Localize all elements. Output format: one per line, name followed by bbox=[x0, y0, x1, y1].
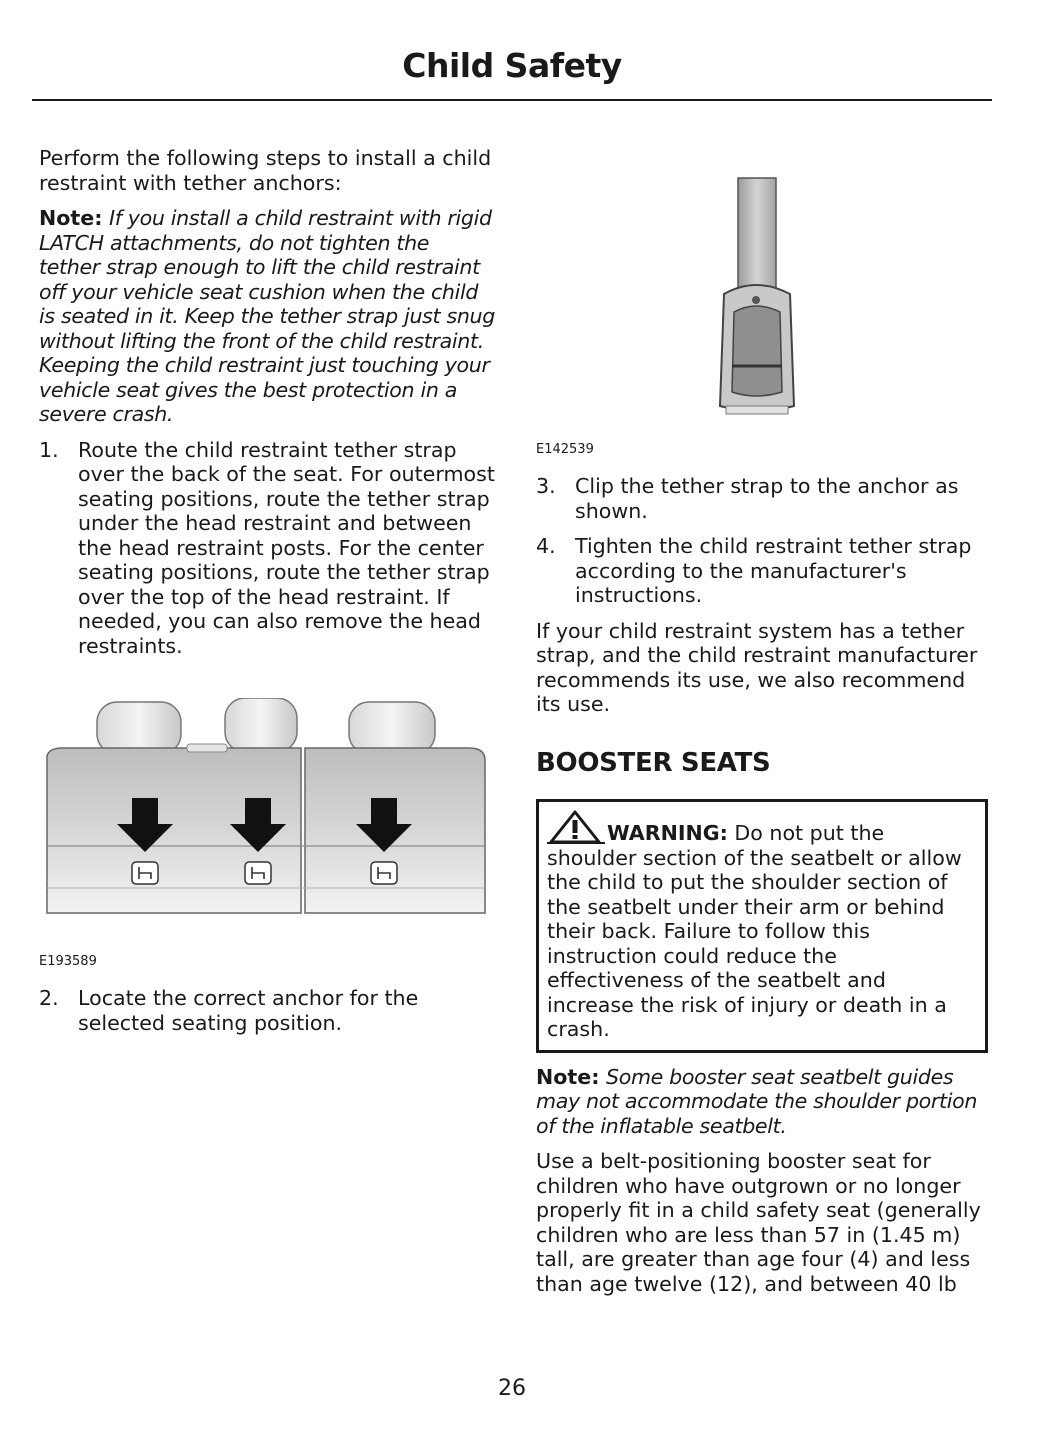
head-restraint-left bbox=[97, 702, 181, 754]
tether-strap bbox=[738, 178, 776, 298]
figure-code: E193589 bbox=[39, 954, 97, 969]
step-text: Route the child restraint tether strap over the back of the seat. For outermost seating positions, route the tether strap under the head restraint and between the head restraint posts. For the center seating positions, route the tether strap over the top of the head restraint. If needed, you can also remove the head restraints. bbox=[78, 437, 495, 658]
anchor-symbol-center bbox=[245, 862, 271, 884]
step-number: 1. bbox=[39, 437, 59, 462]
tether-anchor-illustration bbox=[708, 176, 808, 426]
intro-paragraph: Perform the following steps to install a child restraint with tether anchors: bbox=[39, 146, 492, 195]
page-number: 26 bbox=[498, 1376, 526, 1401]
recommend-paragraph: If your child restraint system has a tether strap, and the child restraint manufacturer recommends its use, we also recommend its use. bbox=[536, 618, 978, 716]
page-title: Child Safety bbox=[402, 46, 622, 85]
rear-seat-illustration bbox=[39, 698, 489, 928]
booster-paragraph: Use a belt-positioning booster seat for children who have outgrown or no longer properly fit in a child safety seat (generally children who are less than 57 in (1.45 m) tall, are greater than age four (4) and less than age twelve (12), and between 40 lb bbox=[536, 1149, 981, 1296]
step-number: 2. bbox=[39, 986, 59, 1010]
note-label: Note: bbox=[39, 206, 103, 230]
step-number: 3. bbox=[536, 474, 556, 498]
note-label: Note: bbox=[536, 1064, 600, 1089]
right-column bbox=[536, 176, 988, 1307]
warning-box bbox=[536, 799, 988, 1053]
step-number: 4. bbox=[536, 534, 556, 558]
head-restraint-center bbox=[225, 698, 297, 752]
step-3 bbox=[536, 474, 988, 523]
section-heading: BOOSTER SEATS bbox=[536, 747, 771, 778]
warning-triangle-icon bbox=[547, 810, 605, 844]
anchor-symbol-right bbox=[371, 862, 397, 884]
note-latch bbox=[39, 206, 495, 427]
left-column bbox=[39, 146, 495, 1046]
step-4 bbox=[536, 534, 988, 608]
warning-text: Do not put the shoulder section of the seatbelt or allow the child to put the shoulder section of the seatbelt under their arm or behind their back. Failure to follow this instruction could reduce the effectiveness of the seatbelt and increase the risk of injury or death in a crash. bbox=[547, 821, 962, 1041]
step-text: Tighten the child restraint tether strap according to the manufacturer's instructions. bbox=[575, 534, 972, 607]
note-text: If you install a child restraint with rigid LATCH attachments, do not tighten the tether strap enough to lift the child restraint off your vehicle seat cushion when the child is seated in it. Keep the tether strap just snug without lifting the front of the child restraint. Keeping the child restraint just touching your vehicle seat gives the best protection in a severe crash. bbox=[39, 206, 495, 426]
step-1 bbox=[39, 438, 495, 659]
step-text: Clip the tether strap to the anchor as shown. bbox=[575, 474, 959, 523]
step-text: Locate the correct anchor for the selected seating position. bbox=[78, 986, 419, 1035]
step-2 bbox=[39, 986, 495, 1035]
warning-label: WARNING: bbox=[607, 821, 728, 845]
figure-code: E142539 bbox=[536, 442, 594, 457]
title-divider bbox=[32, 99, 992, 101]
note-text: Some booster seat seatbelt guides may not accommodate the shoulder portion of the inflatable seatbelt. bbox=[536, 1064, 978, 1138]
head-restraint-right bbox=[349, 702, 435, 754]
note-booster bbox=[536, 1065, 988, 1139]
anchor-symbol-left bbox=[132, 862, 158, 884]
